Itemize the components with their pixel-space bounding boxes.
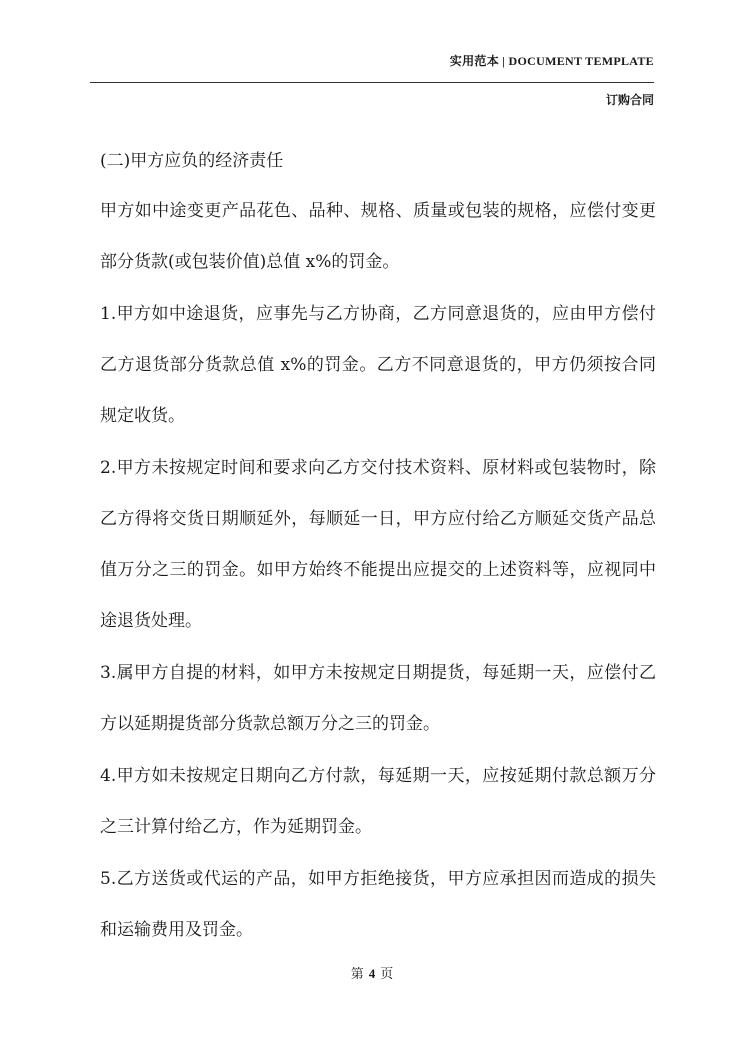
page-suffix: 页 (380, 967, 394, 982)
header-divider (90, 82, 654, 83)
page-number: 4 (368, 966, 376, 981)
paragraph-clause-2: 2.甲方未按规定时间和要求向乙方交付技术资料、原材料或包装物时，除乙方得将交货日期顺延外，每顺延一日，甲方应付给乙方顺延交货产品总值万分之三的罚金。如甲方始终不能提出应提交的上述资料等，应视同中途退货处理。 (100, 458, 656, 631)
page-prefix: 第 (350, 967, 364, 982)
section-title: (二)甲方应负的经济责任 (100, 151, 284, 171)
page-footer (0, 963, 744, 982)
paragraph-intro: 甲方如中途变更产品花色、品种、规格、质量或包装的规格，应偿付变更部分货款(或包装价值)总值 x%的罚金。 (100, 201, 656, 272)
paragraph-clause-4: 4.甲方如未按规定日期向乙方付款，每延期一天，应按延期付款总额万分之三计算付给乙方，作为延期罚金。 (100, 766, 656, 837)
paragraph-clause-5: 5.乙方送货或代运的产品，如甲方拒绝接货，甲方应承担因而造成的损失和运输费用及罚金。 (100, 869, 656, 940)
document-type: 订购合同 (605, 93, 654, 107)
header-brand: 实用范本 | DOCUMENT TEMPLATE (449, 54, 654, 68)
paragraph-clause-3: 3.属甲方自提的材料，如甲方未按规定日期提货，每延期一天，应偿付乙方以延期提货部分货款总额万分之三的罚金。 (100, 663, 656, 734)
document-body (100, 136, 656, 957)
paragraph-clause-1: 1.甲方如中途退货，应事先与乙方协商，乙方同意退货的，应由甲方偿付乙方退货部分货款总值 x%的罚金。乙方不同意退货的，甲方仍须按合同规定收货。 (100, 304, 656, 426)
